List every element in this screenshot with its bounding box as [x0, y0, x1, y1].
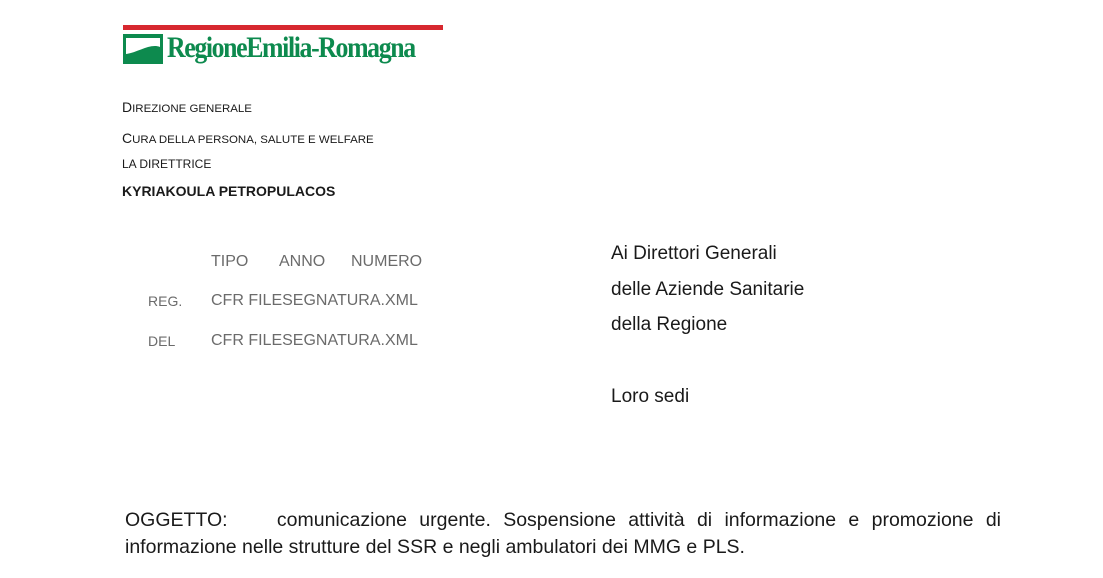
director-name: KYRIAKOULA PETROPULACOS [122, 183, 336, 199]
region-logo [123, 25, 443, 71]
director-role: LA DIRETTRICE [122, 157, 212, 171]
recipient-line-3: della Regione [611, 314, 728, 335]
subject-text: comunicazione urgente. Sospensione attività di informazione e promozione di informazione nelle strutture del SSR e negli ambulatori dei MMG e PLS. [125, 509, 1002, 558]
directorate-subtitle-initial: C [122, 130, 133, 146]
region-flag-icon [123, 34, 163, 64]
subject-label: OGGETTO: [125, 509, 228, 531]
protocol-row-reg-value: CFR FILESEGNATURA.XML [211, 292, 418, 309]
protocol-row-del-value: CFR FILESEGNATURA.XML [211, 332, 418, 349]
recipient-line-2: delle Aziende Sanitarie [611, 279, 805, 300]
recipient-line-4: Loro sedi [611, 386, 690, 407]
logo-brand-text: RegioneEmilia-Romagna [167, 31, 415, 64]
recipient-line-1: Ai Direttori Generali [611, 243, 777, 264]
protocol-row-del-label: DEL [148, 333, 176, 349]
protocol-row-reg-label: REG. [148, 293, 183, 309]
directorate-title [122, 99, 252, 115]
directorate-subtitle-rest: URA DELLA PERSONA, SALUTE E WELFARE [132, 134, 374, 146]
protocol-col-numero: NUMERO [351, 253, 423, 270]
logo-red-bar [123, 25, 443, 30]
directorate-title-initial: D [122, 99, 133, 115]
directorate-subtitle [122, 130, 374, 146]
protocol-col-anno: ANNO [279, 253, 326, 270]
subject-paragraph [125, 507, 1001, 561]
protocol-col-tipo: TIPO [211, 253, 249, 270]
directorate-title-rest: IREZIONE GENERALE [132, 103, 252, 115]
